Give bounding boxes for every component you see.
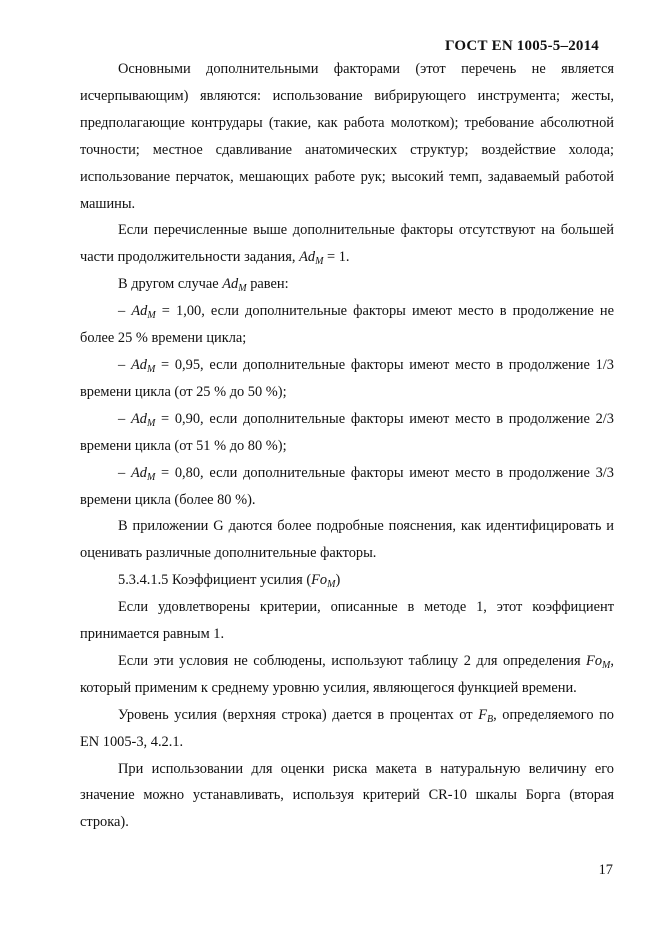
list-item: – $Ad_M = 0,95$, если дополнительные факторы имеют место в продолжение 1/3 времени цикла (от 25 % до 50 %);: [80, 356, 614, 400]
paragraph-annex-g: В приложении G даются более подробные пояснения, как идентифицировать и оценивать различные дополнительные факторы.: [80, 518, 614, 562]
paragraph-borg-scale: При использовании для оценки риска макета в натуральную величину его значение можно устанавливать, используя критерий CR-10 шкалы Борга (вторая строка).: [80, 760, 614, 831]
list-item: – $Ad_M = 0,80$, если дополнительные факторы имеют место в продолжение 3/3 времени цикла (более 80 %).: [80, 464, 614, 508]
section-heading: 5.3.4.1.5 Коэффициент усилия $(Fo_M)$: [118, 572, 341, 591]
paragraph-otherwise: В другом случае $Ad_M$ равен:: [118, 276, 289, 295]
paragraph-criteria: Если удовлетворены критерии, описанные в методе 1, этот коэффициент принимается равным 1.: [80, 599, 614, 643]
paragraph-force-level: Уровень усилия (верхняя строка) дается в процентах от $F_B$, определяемого по EN 1005-3, 4.2.1.: [80, 706, 614, 750]
paragraph-no-factors: Если перечисленные выше дополнительные факторы отсутствуют на большей части продолжительности задания, $Ad_M = 1$.: [80, 222, 614, 268]
document-header: ГОСТ EN 1005-5–2014: [445, 38, 599, 54]
paragraph-additional-factors: Основными дополнительными факторами (этот перечень не является исчерпывающим) являются: использование вибрирующего инструмента; жесты, предполагающие контрудары (такие, как работа молотком); требование абсолютной точности; местное сдавливание анатомических структур; воздействие холода; использование перчаток, мешающих работе рук; высокий темп, задаваемый работой машины.: [80, 61, 614, 212]
page-number: 17: [598, 862, 613, 878]
document-body: [80, 56, 614, 836]
list-item: – $Ad_M = 1,00$, если дополнительные факторы имеют место в продолжение не более 25 % времени цикла;: [80, 303, 615, 347]
paragraph-table-2: Если эти условия не соблюдены, используют таблицу 2 для определения $Fo_M$, который применим к среднему уровню усилия, являющегося функцией времени.: [80, 652, 614, 696]
list-item: – $Ad_M = 0,90$, если дополнительные факторы имеют место в продолжение 2/3 времени цикла (от 51 % до 80 %);: [80, 410, 614, 454]
